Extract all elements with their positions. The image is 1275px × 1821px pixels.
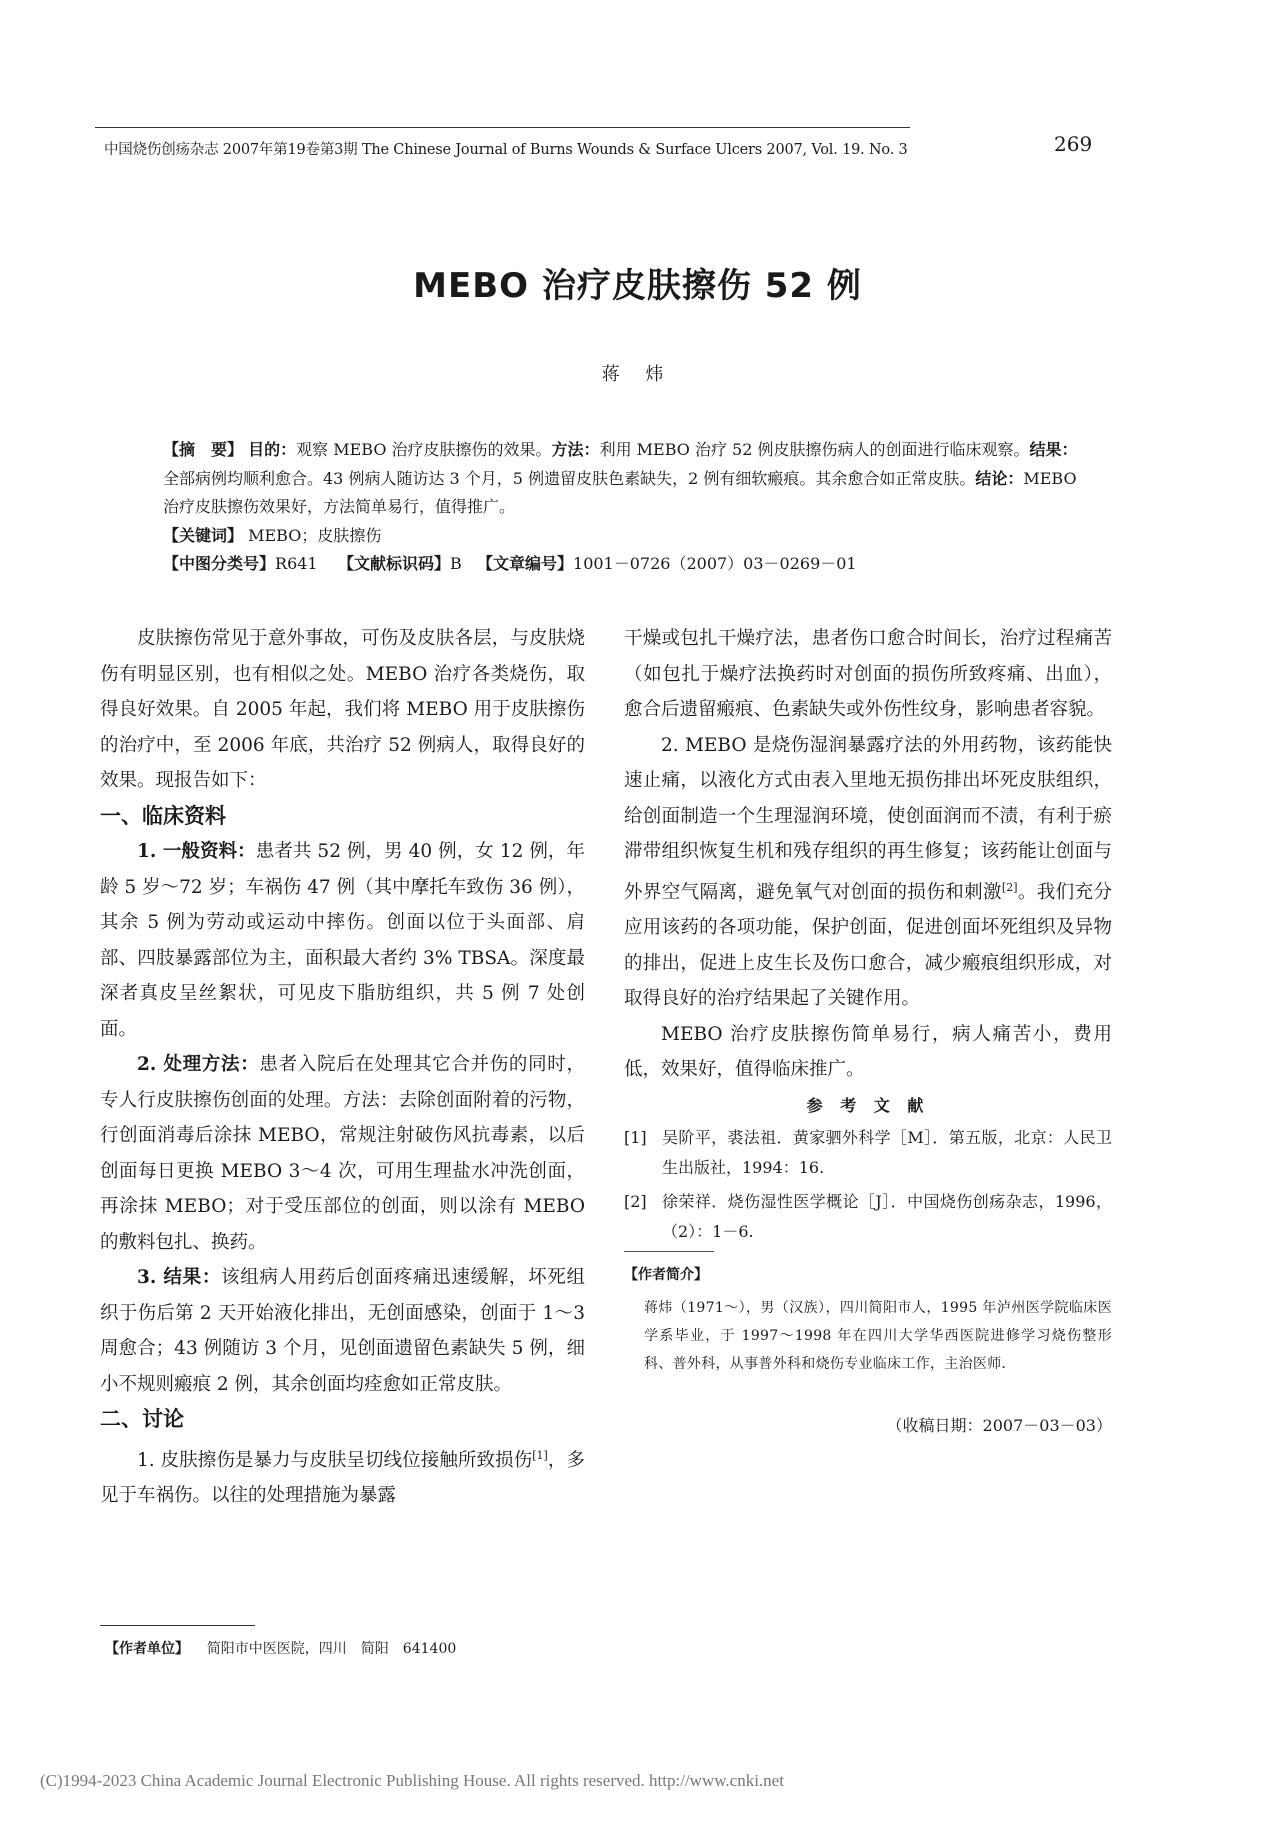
header-rule	[95, 127, 910, 128]
paragraph-conclusion: MEBO 治疗皮肤擦伤简单易行，病人痛苦小，费用低，效果好，值得临床推广。	[624, 1023, 1112, 1081]
author-name: 蒋 炜	[601, 364, 674, 385]
results-label: 3. 结果：	[137, 1267, 222, 1288]
paragraph-results	[100, 1260, 585, 1402]
references-heading: 参 考 文 献	[806, 1095, 930, 1115]
general-data-label: 1. 一般资料：	[137, 841, 256, 862]
author-affiliation-footnote	[105, 1638, 456, 1658]
reference-number: [1]	[624, 1128, 647, 1148]
body-column-left	[100, 621, 585, 1514]
clc-value: R641	[275, 554, 318, 573]
affiliation-label: 【作者单位】	[105, 1641, 189, 1657]
objective-label: 目的：	[248, 440, 297, 459]
abstract-label: 【摘 要】	[163, 440, 244, 459]
reference-number: [2]	[624, 1192, 647, 1212]
classification-line	[163, 550, 1083, 579]
running-head: 中国烧伤创疡杂志 2007年第19卷第3期 The Chinese Journal of Burns Wounds & Surface Ulcers 2007, Vol. 19. No. 3	[104, 142, 908, 158]
conclusion-label: 结论：	[975, 468, 1024, 488]
abstract-text	[163, 436, 1083, 522]
citation-2: [2]	[1001, 880, 1018, 894]
reference-item	[624, 1123, 1112, 1183]
copyright-watermark: (C)1994-2023 China Academic Journal Electronic Publishing House. All rights reserved. http://www.cnki.net	[40, 1771, 784, 1790]
discussion-2-text: 2. MEBO 是烧伤湿润暴露疗法的外用药物，该药能快速止痛，以液化方式由表入里地无损伤排出坏死皮肤组织，给创面制造一个生理湿润环境，使创面润而不渍，有利于瘀滞带组织恢复生机和残存组织的再生修复；该药能让创面与外界空气隔离，避免氧气对创面的损伤和刺激	[624, 734, 1112, 903]
paragraph-discussion-1-cont: 干燥或包扎干燥疗法，患者伤口愈合时间长，治疗过程痛苦（如包扎于燥疗法换药时对创面的损伤所致疼痛、出血），愈合后遗留瘢痕、色素缺失或外伤性纹身，影响患者容貌。	[624, 628, 1112, 720]
article-title: MEBO 治疗皮肤擦伤 52 例	[413, 266, 862, 306]
section-heading-discussion: 二、讨论	[100, 1407, 184, 1431]
general-data-text: 患者共 52 例，男 40 例，女 12 例，年龄 5 岁～72 岁；车祸伤 47 例（其中摩托车致伤 36 例），其余 5 例为劳动或运动中摔伤。创面以位于头面部、肩部、四肢暴露部位为主，面积最大者约 3% TBSA。深度最深者真皮呈丝絮状，可见皮下脂肪组织，共 5 例 7 处创面。	[100, 841, 585, 1040]
doc-code-value: B	[449, 554, 462, 573]
paragraph-treatment	[100, 1047, 585, 1260]
paragraph-discussion-1	[100, 1438, 585, 1514]
keywords-line	[163, 522, 1083, 551]
discussion-1-text: 1. 皮肤擦伤是暴力与皮肤呈切线位接触所致损伤	[137, 1449, 533, 1471]
received-date: （收稿日期：2007－03－03）	[886, 1415, 1112, 1435]
keywords-value: MEBO；皮肤擦伤	[248, 525, 382, 545]
results-text: 该组病人用药后创面疼痛迅速缓解，坏死组织于伤后第 2 天开始液化排出，无创面感染，创面于 1～3 周愈合；43 例随访 3 个月，见创面遗留色素缺失 5 例，细小不规则瘢痕 2 例，其余创面均痊愈如正常皮肤。	[100, 1267, 585, 1395]
affiliation-value: 简阳市中医医院，四川 简阳 641400	[206, 1641, 457, 1657]
reference-item	[624, 1187, 1112, 1247]
method-text: 利用 MEBO 治疗 52 例皮肤擦伤病人的创面进行临床观察。	[599, 440, 1030, 459]
result-label: 结果：	[1029, 440, 1078, 459]
intro-paragraph: 皮肤擦伤常见于意外事故，可伤及皮肤各层，与皮肤烧伤有明显区别，也有相似之处。MEBO 治疗各类烧伤，取得良好效果。自 2005 年起，我们将 MEBO 用于皮肤擦伤的治疗中，至 2006 年底，共治疗 52 例病人，取得良好的效果。现报告如下：	[100, 628, 585, 791]
clc-label: 【中图分类号】	[163, 554, 276, 573]
treatment-label: 2. 处理方法：	[137, 1054, 260, 1075]
body-column-right	[624, 621, 1112, 1443]
paragraph-general-data	[100, 834, 585, 1047]
result-text: 全部病例均顺利愈合。43 例病人随访达 3 个月，5 例遗留皮肤色素缺失，2 例有细软瘢痕。其余愈合如正常皮肤。	[163, 468, 976, 488]
method-label: 方法：	[551, 440, 600, 459]
reference-text: 徐荣祥．烧伤湿性医学概论［J］．中国烧伤创疡杂志，1996，（2）：1－6.	[662, 1192, 1112, 1242]
page-number: 269	[1054, 132, 1093, 156]
paragraph-discussion-2	[624, 728, 1112, 1017]
article-no-value: 1001－0726（2007）03－0269－01	[573, 554, 857, 573]
citation-1: [1]	[532, 1448, 548, 1462]
article-no-label: 【文章编号】	[477, 554, 574, 573]
treatment-text: 患者入院后在处理其它合并伤的同时，专人行皮肤擦伤创面的处理。方法：去除创面附着的污物，行创面消毒后涂抹 MEBO，常规注射破伤风抗毒素，以后创面每日更换 MEBO 3～4 次，可用生理盐水冲洗创面，再涂抹 MEBO；对于受压部位的创面，则以涂有 MEBO 的敷料包扎、换药。	[100, 1054, 585, 1253]
section-heading-clinical-data: 一、临床资料	[100, 803, 226, 828]
abstract-block	[163, 436, 1083, 579]
footnote-rule	[100, 1625, 255, 1626]
reference-text: 吴阶平，裘法祖．黄家驷外科学［M］．第五版，北京：人民卫生出版社，1994：16.	[662, 1128, 1112, 1178]
discussion-2-tail: 。我们充分应用该药的各项功能，保护创面，促进创面坏死组织及异物的排出，促进上皮生长及伤口愈合，减少瘢痕组织形成，对取得良好的治疗结果起了关键作用。	[624, 881, 1112, 1010]
doc-code-label: 【文献标识码】	[337, 554, 450, 573]
objective-text: 观察 MEBO 治疗皮肤擦伤的效果。	[296, 440, 552, 459]
discussion-1-tail: ，多见于车祸伤。以往的处理措施为暴露	[100, 1449, 585, 1507]
author-bio-heading: 【作者简介】	[624, 1251, 714, 1294]
keywords-label: 【关键词】	[163, 525, 244, 545]
conclusion-text: MEBO 治疗皮肤擦伤效果好，方法简单易行，值得推广。	[163, 468, 1077, 516]
author-bio-text: 蒋炜（1971～），男（汉族），四川简阳市人，1995 年泸州医学院临床医学系毕业，于 1997～1998 年在四川大学华西医院进修学习烧伤整形科、普外科，从事普外科和烧伤专业临床工作，主治医师．	[644, 1299, 1112, 1372]
